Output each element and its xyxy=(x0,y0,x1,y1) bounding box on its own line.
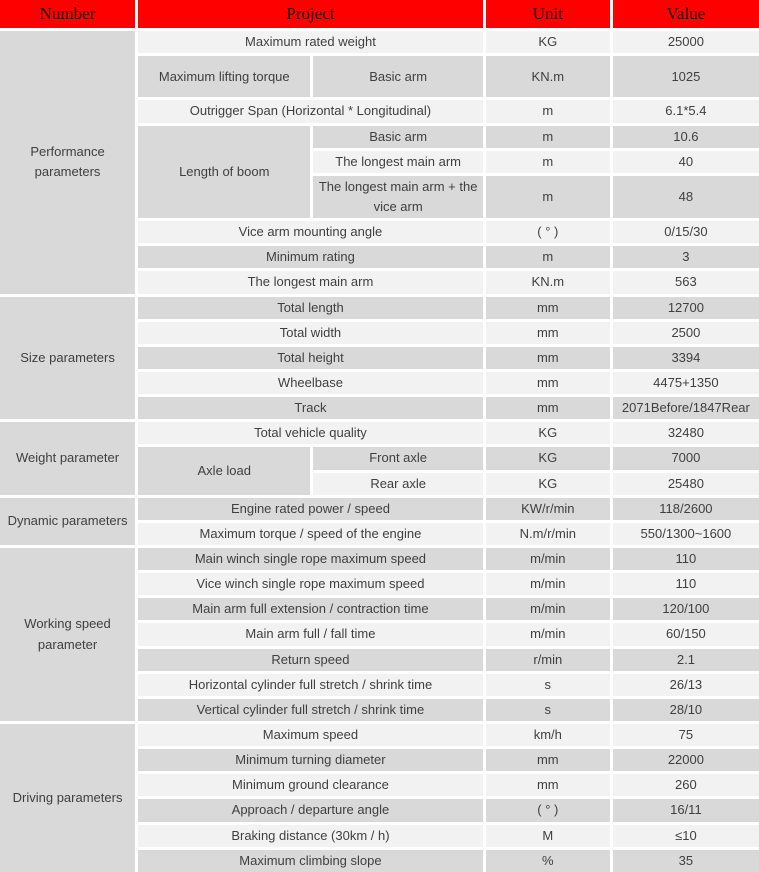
section-label-weight: Weight parameter xyxy=(0,422,135,494)
table-row xyxy=(0,31,759,53)
unit-cell: KN.m xyxy=(486,56,610,97)
col-header-number: Number xyxy=(0,0,135,28)
value-cell: 0/15/30 xyxy=(613,221,759,243)
value-cell: 2500 xyxy=(613,322,759,344)
unit-cell: m/min xyxy=(486,623,610,645)
value-cell: 22000 xyxy=(613,749,759,771)
unit-cell: ( ° ) xyxy=(486,221,610,243)
project-sub-cell: Front axle xyxy=(313,447,482,469)
value-cell: 7000 xyxy=(613,447,759,469)
value-cell: 16/11 xyxy=(613,799,759,821)
unit-cell: N.m/r/min xyxy=(486,523,610,545)
unit-cell: m/min xyxy=(486,548,610,570)
unit-cell: m xyxy=(486,176,610,218)
project-group-cell: Maximum lifting torque xyxy=(138,56,310,97)
unit-cell: s xyxy=(486,674,610,696)
value-cell: 25000 xyxy=(613,31,759,53)
value-cell: 1025 xyxy=(613,56,759,97)
unit-cell: mm xyxy=(486,372,610,394)
value-cell: 6.1*5.4 xyxy=(613,100,759,122)
unit-cell: s xyxy=(486,699,610,721)
value-cell: 32480 xyxy=(613,422,759,444)
unit-cell: km/h xyxy=(486,724,610,746)
unit-cell: mm xyxy=(486,749,610,771)
project-cell: Total width xyxy=(138,322,483,344)
section-label-driving: Driving parameters xyxy=(0,724,135,872)
value-cell: 25480 xyxy=(613,473,759,495)
project-sub-cell: The longest main arm xyxy=(313,151,482,173)
project-cell: Braking distance (30km / h) xyxy=(138,825,483,847)
section-label-dynamic: Dynamic parameters xyxy=(0,498,135,545)
project-cell: Minimum ground clearance xyxy=(138,774,483,796)
value-cell: 3 xyxy=(613,246,759,268)
project-cell: The longest main arm xyxy=(138,271,483,293)
project-cell: Total height xyxy=(138,347,483,369)
project-sub-cell: The longest main arm + the vice arm xyxy=(313,176,482,218)
value-cell: 110 xyxy=(613,548,759,570)
unit-cell: m xyxy=(486,126,610,148)
value-cell: 35 xyxy=(613,850,759,872)
project-cell: Vertical cylinder full stretch / shrink time xyxy=(138,699,483,721)
project-sub-cell: Basic arm xyxy=(313,126,482,148)
project-cell: Outrigger Span (Horizontal * Longitudinal) xyxy=(138,100,483,122)
project-group-cell: Axle load xyxy=(138,447,310,494)
unit-cell: KG xyxy=(486,31,610,53)
unit-cell: m/min xyxy=(486,573,610,595)
unit-cell: mm xyxy=(486,297,610,319)
project-cell: Engine rated power / speed xyxy=(138,498,483,520)
project-cell: Main winch single rope maximum speed xyxy=(138,548,483,570)
value-cell: 563 xyxy=(613,271,759,293)
project-cell: Horizontal cylinder full stretch / shrink time xyxy=(138,674,483,696)
value-cell: 26/13 xyxy=(613,674,759,696)
value-cell: 10.6 xyxy=(613,126,759,148)
table-row xyxy=(0,498,759,520)
table-row xyxy=(0,297,759,319)
value-cell: 28/10 xyxy=(613,699,759,721)
value-cell: 2.1 xyxy=(613,649,759,671)
value-cell: 110 xyxy=(613,573,759,595)
project-group-cell: Length of boom xyxy=(138,126,310,219)
value-cell: 4475+1350 xyxy=(613,372,759,394)
unit-cell: ( ° ) xyxy=(486,799,610,821)
project-cell: Total vehicle quality xyxy=(138,422,483,444)
project-cell: Minimum turning diameter xyxy=(138,749,483,771)
project-cell: Total length xyxy=(138,297,483,319)
unit-cell: KW/r/min xyxy=(486,498,610,520)
unit-cell: mm xyxy=(486,347,610,369)
value-cell: 260 xyxy=(613,774,759,796)
value-cell: 120/100 xyxy=(613,598,759,620)
value-cell: 75 xyxy=(613,724,759,746)
value-cell: 3394 xyxy=(613,347,759,369)
project-cell: Minimum rating xyxy=(138,246,483,268)
project-cell: Approach / departure angle xyxy=(138,799,483,821)
project-cell: Main arm full / fall time xyxy=(138,623,483,645)
section-label-performance: Performance parameters xyxy=(0,31,135,293)
value-cell: ≤10 xyxy=(613,825,759,847)
value-cell: 48 xyxy=(613,176,759,218)
col-header-value: Value xyxy=(613,0,759,28)
col-header-project: Project xyxy=(138,0,483,28)
value-cell: 550/1300~1600 xyxy=(613,523,759,545)
project-cell: Wheelbase xyxy=(138,372,483,394)
value-cell: 118/2600 xyxy=(613,498,759,520)
section-label-working-speed: Working speed parameter xyxy=(0,548,135,721)
value-cell: 2071Before/1847Rear xyxy=(613,397,759,419)
table-row xyxy=(0,724,759,746)
project-cell: Maximum torque / speed of the engine xyxy=(138,523,483,545)
unit-cell: % xyxy=(486,850,610,872)
project-cell: Track xyxy=(138,397,483,419)
unit-cell: mm xyxy=(486,774,610,796)
col-header-unit: Unit xyxy=(486,0,610,28)
value-cell: 60/150 xyxy=(613,623,759,645)
unit-cell: mm xyxy=(486,322,610,344)
section-label-size: Size parameters xyxy=(0,297,135,420)
project-cell: Vice arm mounting angle xyxy=(138,221,483,243)
unit-cell: KG xyxy=(486,447,610,469)
value-cell: 40 xyxy=(613,151,759,173)
unit-cell: mm xyxy=(486,397,610,419)
project-cell: Maximum speed xyxy=(138,724,483,746)
unit-cell: KG xyxy=(486,422,610,444)
table-row xyxy=(0,548,759,570)
unit-cell: M xyxy=(486,825,610,847)
table-row xyxy=(0,422,759,444)
unit-cell: m xyxy=(486,100,610,122)
unit-cell: m xyxy=(486,151,610,173)
unit-cell: r/min xyxy=(486,649,610,671)
unit-cell: KN.m xyxy=(486,271,610,293)
header-row xyxy=(0,0,759,28)
project-cell: Vice winch single rope maximum speed xyxy=(138,573,483,595)
unit-cell: KG xyxy=(486,473,610,495)
project-sub-cell: Rear axle xyxy=(313,473,482,495)
project-cell: Return speed xyxy=(138,649,483,671)
project-cell: Maximum rated weight xyxy=(138,31,483,53)
value-cell: 12700 xyxy=(613,297,759,319)
unit-cell: m xyxy=(486,246,610,268)
unit-cell: m/min xyxy=(486,598,610,620)
project-cell: Main arm full extension / contraction time xyxy=(138,598,483,620)
project-cell: Maximum climbing slope xyxy=(138,850,483,872)
project-sub-cell: Basic arm xyxy=(313,56,482,97)
